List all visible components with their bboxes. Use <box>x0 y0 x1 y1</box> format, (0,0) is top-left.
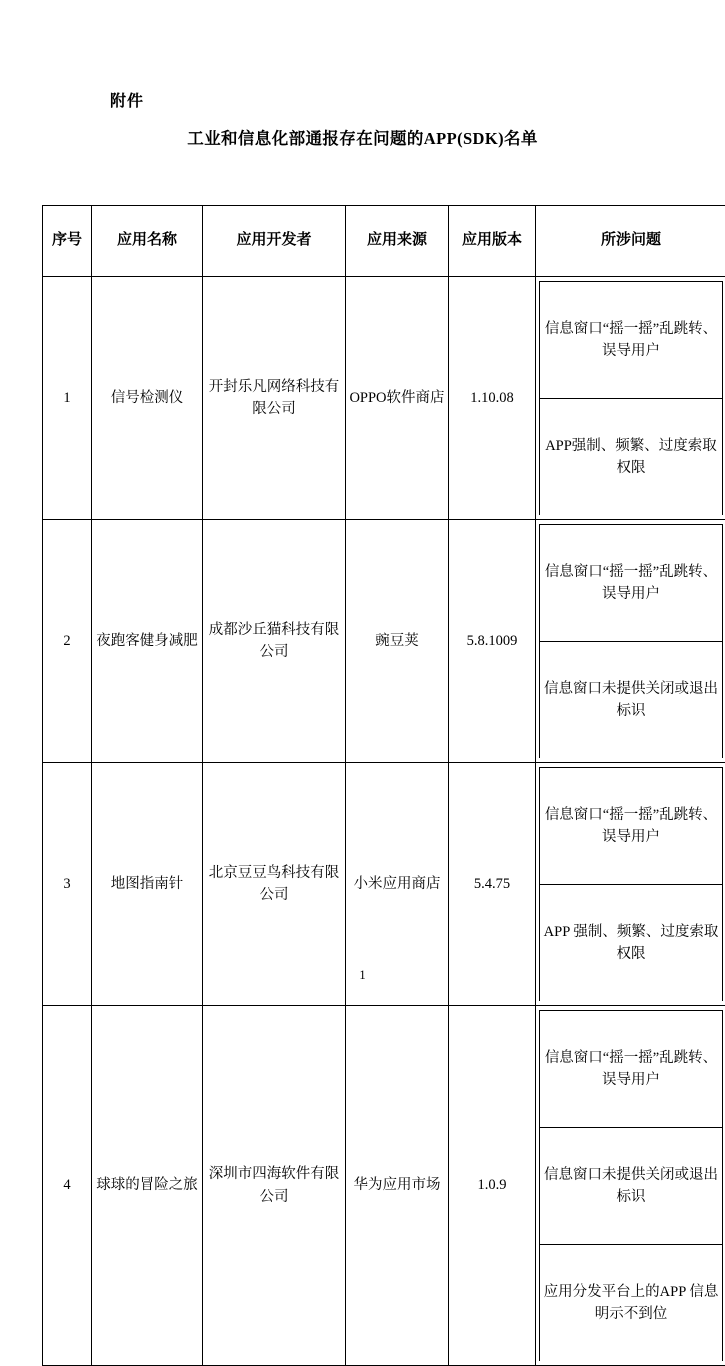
cell-source: 豌豆荚 <box>346 520 449 763</box>
column-header-developer: 应用开发者 <box>203 206 346 277</box>
cell-version: 5.4.75 <box>449 763 536 1006</box>
issue-item: APP 强制、频繁、过度索取权限 <box>540 885 723 1002</box>
cell-version: 1.10.08 <box>449 277 536 520</box>
issue-item: 信息窗口未提供关闭或退出标识 <box>540 642 723 759</box>
issue-item: 信息窗口“摇一摇”乱跳转、误导用户 <box>540 768 723 885</box>
column-header-issues: 所涉问题 <box>536 206 725 277</box>
page-title: 工业和信息化部通报存在问题的APP(SDK)名单 <box>0 125 725 149</box>
attachment-label: 附件 <box>110 88 144 111</box>
issue-item: 信息窗口“摇一摇”乱跳转、误导用户 <box>540 1011 723 1128</box>
issue-item: 信息窗口未提供关闭或退出标识 <box>540 1128 723 1245</box>
cell-no: 2 <box>43 520 92 763</box>
table-row <box>43 520 725 763</box>
cell-developer: 深圳市四海软件有限公司 <box>203 1006 346 1366</box>
cell-source: 华为应用市场 <box>346 1006 449 1366</box>
issue-item: 应用分发平台上的APP 信息明示不到位 <box>540 1245 723 1362</box>
cell-app-name: 地图指南针 <box>92 763 203 1006</box>
cell-developer: 北京豆豆鸟科技有限公司 <box>203 763 346 1006</box>
column-header-source: 应用来源 <box>346 206 449 277</box>
cell-developer: 成都沙丘猫科技有限公司 <box>203 520 346 763</box>
cell-app-name: 球球的冒险之旅 <box>92 1006 203 1366</box>
column-header-no: 序号 <box>43 206 92 277</box>
cell-no: 4 <box>43 1006 92 1366</box>
cell-no: 1 <box>43 277 92 520</box>
issue-item: APP强制、频繁、过度索取权限 <box>540 399 723 516</box>
cell-version: 1.0.9 <box>449 1006 536 1366</box>
cell-developer: 开封乐凡网络科技有限公司 <box>203 277 346 520</box>
issue-item: 信息窗口“摇一摇”乱跳转、误导用户 <box>540 525 723 642</box>
column-header-app-name: 应用名称 <box>92 206 203 277</box>
app-list-table <box>42 205 725 1366</box>
cell-app-name: 夜跑客健身减肥 <box>92 520 203 763</box>
column-header-version: 应用版本 <box>449 206 536 277</box>
issue-item: 信息窗口“摇一摇”乱跳转、误导用户 <box>540 282 723 399</box>
cell-app-name: 信号检测仪 <box>92 277 203 520</box>
cell-source: OPPO软件商店 <box>346 277 449 520</box>
table-row <box>43 1006 725 1366</box>
cell-issues <box>536 520 725 763</box>
table-row <box>43 277 725 520</box>
cell-issues <box>536 277 725 520</box>
cell-source: 小米应用商店 <box>346 763 449 1006</box>
page-number: 1 <box>0 968 725 983</box>
cell-no: 3 <box>43 763 92 1006</box>
table-header-row <box>43 206 725 277</box>
cell-version: 5.8.1009 <box>449 520 536 763</box>
cell-issues <box>536 1006 725 1366</box>
